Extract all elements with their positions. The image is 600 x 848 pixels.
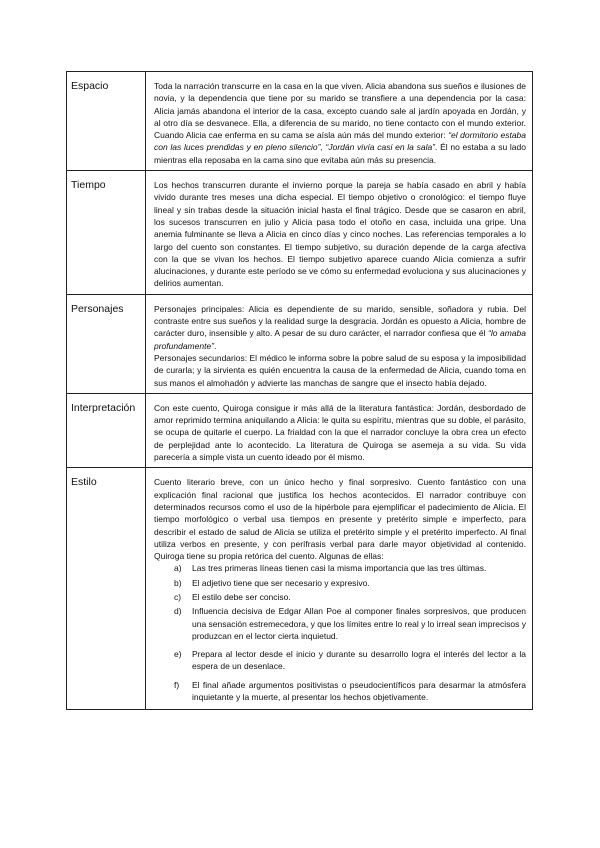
row-label: Espacio [67,72,146,171]
table-row [67,294,533,393]
row-content [146,393,533,467]
list-item [174,562,526,574]
list-marker: f) [174,679,180,690]
paragraph [154,303,526,352]
row-label: Tiempo [67,171,146,295]
list-marker: d) [174,606,182,617]
text-segment: . Él no estaba a su lado mientras ella reposaba en la cama sino que evitaba aún más su presencia. [154,142,526,165]
list-item-text: El final añade argumentos positivistas o pseudocientíficos para desarmar la atmósfera inquietante y la muerte, al presentar los hechos objetivamente. [192,679,526,703]
list-item [174,591,526,603]
row-label: Interpretación [67,393,146,467]
list-item-text: El adjetivo tiene que ser necesario y expresivo. [192,577,370,588]
list-item-text: El estilo debe ser conciso. [192,591,291,602]
list-item [174,648,526,673]
row-content [146,294,533,393]
text-segment: . [214,340,217,351]
paragraph [154,352,526,389]
row-content [146,171,533,295]
paragraph [154,402,526,463]
list-item [174,679,526,704]
text-segment: Personajes secundarios: El médico le informa sobre la pobre salud de su esposa y la imposibilidad de curarla; y la sirvienta es quién encuentra la causa de la enfermedad de Alicia, cuando toma en sus manos el almohadón y advierte las manchas de sangre que el insecto había dejado. [154,352,526,388]
text-segment: Personajes principales: Alicia es dependiente de su marido, sensible, soñadora y rubia. Del contraste entre sus sueños y la realidad surge la desgracia. Jordán es opuesto a Alicia, hombre de carácter duro, insensible y alto. A pesar de su duro carácter, el narrador confiesa que él [154,303,526,339]
list-marker: b) [174,577,182,588]
list-item-text: Influencia decisiva de Edgar Allan Poe al componer finales sorpresivos, que producen una sensación estremecedora, y que los límites entre lo real y lo irreal sean imprecisos y produzcan en el lector cierta inquietud. [192,606,527,641]
quote-text: “lo amaba profundamente” [154,328,526,351]
text-segment: Cuento literario breve, con un único hecho y final sorpresivo. Cuento fantástico con una explicación final racional que justifica los hechos acontecidos. El narrador contribuye con determinados recursos como el uso de la hipérbole para ejemplificar el padecimiento de Alicia. El tiempo morfológico o verbal usa tiempos en presente y pretérito simple e imperfecto, para describir el estado de salud de Alicia se utiliza el pretérito simple y el pretérito imperfecto. Al final utiliza verbos en presente, y con perífrasis verbal para darle mayor objetividad al contenido. Quiroga tiene su propia retórica del cuento. Algunas de ellas: [154,477,526,562]
table-row [67,393,533,467]
row-content [146,72,533,171]
list-marker: a) [174,563,182,574]
list-marker: e) [174,649,182,660]
list-item [174,577,526,589]
paragraph [154,179,526,290]
list-item-text: Las tres primeras líneas tienen casi la misma importancia que las tres últimas. [192,563,487,574]
table-row [67,468,533,710]
table-row [67,171,533,295]
paragraph [154,476,526,562]
row-label: Personajes [67,294,146,393]
list-marker: c) [174,591,182,602]
list-item-text: Prepara al lector desde el inicio y durante su desarrollo logra el interés del lector a la espera de un desenlace. [192,649,526,672]
text-segment: Los hechos transcurren durante el invierno porque la pareja se había casado en abril y había vivido durante tres meses una dicha especial. El tiempo objetivo o cronológico: el tiempo fluye lineal y sin trabas desde la situación inicial hasta el final trágico. Desde que se casaron en abril, los sucesos transcurren en julio y Alicia pasa todo el otoño en casa, incluida una gripe. Una anemia fulminante se lleva a Alicia en cinco días y cinco noches. Las referencias temporales a lo largo del cuento son constantes. El tiempo subjetivo, su duración depende de la carga afectiva con la que se vivan los hechos. El tiempo subjetivo aparece cuando Alicia comienza a sufrir alucinaciones, y durante este período se ve cómo su enfermedad evoluciona y sus alucinaciones y delirios aumentan. [154,180,526,289]
table-row [67,72,533,171]
paragraph [154,80,526,166]
text-segment: Con este cuento, Quiroga consigue ir más allá de la literatura fantástica: Jordán, desbordado de amor reprimido termina aniquilando a Alicia: le quita su espíritu, mientras que su doble, el parásito, se ocupa de quitarle el cuerpo. La frialdad con la que el narrador concluye la obra crea un efecto de perplejidad ante lo acontecido. La literatura de Quiroga se asemeja a su vida. Su vida parecería a simple vista un cuento ideado por él mismo. [154,402,526,463]
row-label: Estilo [67,468,146,710]
list-item [174,605,527,642]
literary-analysis-table [66,71,533,710]
text-segment: Toda la narración transcurre en la casa en la que viven. Alicia abandona sus sueños e ilusiones de novia, y la dependencia que tiene por su marido se transfiere a una dependencia por la casa: Alicia jamás abandona el interior de la casa, excepto cuando sale al jardín apoyada en Jordán, y al otro día se desvanece. Ella, a diferencia de su marido, no tiene contacto con el mundo exterior. Cuando Alicia cae enferma en su cama se aísla aún más del mundo exterior: [154,81,526,141]
style-list [154,562,526,703]
quote-text: “el dormitorio estaba con las luces prendidas y en pleno silencio”, “Jordán vivía casi en la sala” [154,130,526,153]
row-content [146,468,533,710]
